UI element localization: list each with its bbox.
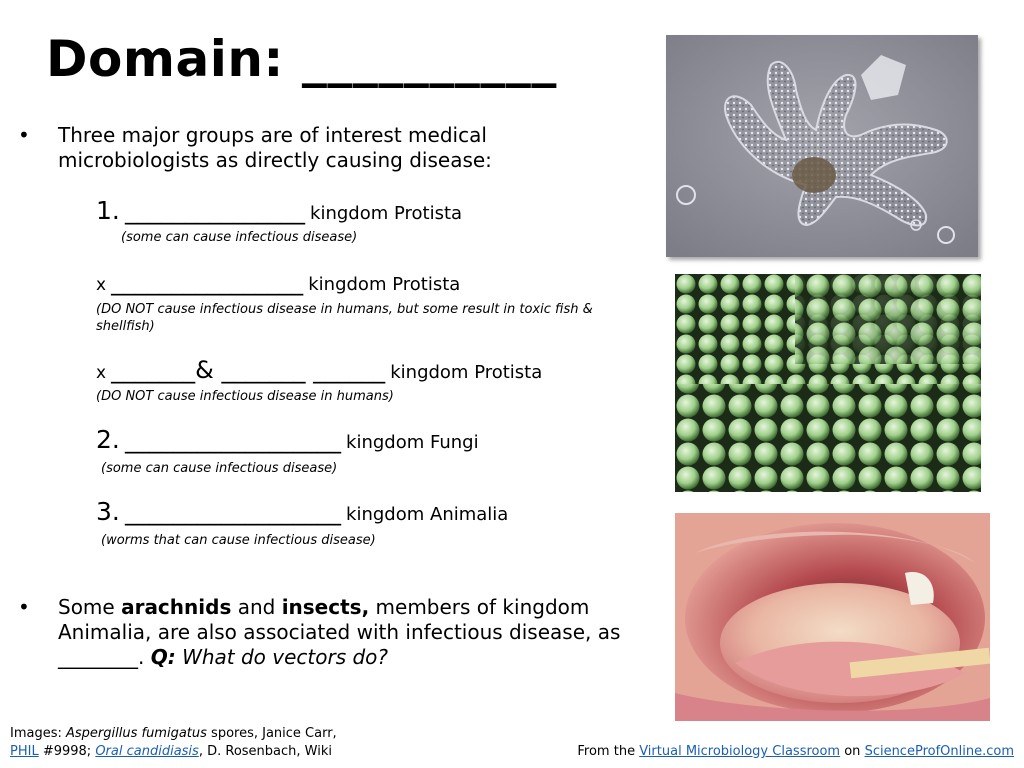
- vectors-text: members of kingdom: [369, 595, 590, 619]
- item-marker: 2.: [96, 425, 120, 454]
- credits-text: #9998;: [38, 744, 96, 759]
- oral-candidiasis-link[interactable]: Oral candidiasis: [95, 744, 199, 759]
- item-marker: 1.: [96, 196, 120, 225]
- vectors-line-2: Animalia, are also associated with infectious disease, as: [58, 620, 621, 644]
- arachnids-term: arachnids: [121, 595, 232, 619]
- virtual-microbiology-classroom-link[interactable]: Virtual Microbiology Classroom: [639, 744, 841, 759]
- scienceprofonline-link[interactable]: ScienceProfOnline.com: [864, 744, 1014, 759]
- kingdom-label: kingdom Protista: [310, 203, 463, 224]
- item-marker: x: [96, 275, 107, 295]
- list-item-3: [96, 497, 508, 526]
- list-item-x2: [96, 356, 542, 384]
- fill-in-blank: _______________: [124, 197, 305, 225]
- insects-term: insects,: [281, 595, 370, 619]
- species-name: Aspergillus fumigatus: [66, 726, 207, 741]
- page-title: Domain: __________: [46, 30, 557, 88]
- item-note: (worms that can cause infectious disease): [101, 533, 376, 548]
- vectors-text: and: [231, 595, 282, 619]
- phil-link[interactable]: PHIL: [10, 744, 39, 759]
- question-label: Q:: [150, 645, 176, 669]
- item-note: (DO NOT cause infectious disease in humans, but some result in toxic fish & shellfish): [96, 302, 593, 334]
- credits-text: , D. Rosenbach, Wiki: [198, 744, 332, 759]
- question-text: What do vectors do?: [182, 645, 389, 669]
- source-footer: [577, 744, 1014, 759]
- fill-in-blank: __________________: [124, 426, 341, 454]
- kingdom-label: kingdom Protista: [308, 274, 461, 295]
- bullet-vectors: [18, 595, 658, 670]
- kingdom-label: kingdom Animalia: [346, 504, 509, 525]
- bullet-dot: •: [18, 123, 30, 147]
- footer-text: on: [840, 744, 865, 759]
- item-marker: 3.: [96, 497, 120, 526]
- fill-in-blank: ________________: [111, 268, 304, 296]
- item-marker: x: [96, 363, 107, 383]
- intro-line-1: Three major groups are of interest medical: [58, 123, 487, 147]
- list-item-x1: [96, 268, 460, 296]
- credits-label: Images:: [10, 726, 66, 741]
- image-credits: [10, 725, 337, 761]
- item-note: (some can cause infectious disease): [121, 230, 358, 245]
- kingdom-label: kingdom Protista: [390, 362, 543, 383]
- amoeba-micrograph-icon: [666, 35, 978, 257]
- kingdom-label: kingdom Fungi: [346, 432, 479, 453]
- intro-line-2: microbiologists as directly causing disease:: [58, 148, 492, 172]
- list-item-2: [96, 425, 479, 454]
- credits-text: spores, Janice Carr,: [206, 726, 337, 741]
- vectors-text: Some: [58, 595, 122, 619]
- item-note: (some can cause infectious disease): [101, 461, 338, 476]
- footer-text: From the: [577, 744, 640, 759]
- list-item-1: [96, 196, 462, 225]
- fill-in-blank: _______& _______ ______: [111, 356, 386, 384]
- fill-in-blank: __________________: [124, 498, 341, 526]
- bullet-dot: •: [18, 595, 30, 619]
- item-note: (DO NOT cause infectious disease in humans): [96, 389, 394, 404]
- aspergillus-spores-micrograph-icon: [675, 274, 981, 492]
- oral-candidiasis-photo-icon: [675, 513, 990, 721]
- fill-in-blank: ________.: [58, 645, 145, 669]
- bullet-intro: [18, 123, 492, 173]
